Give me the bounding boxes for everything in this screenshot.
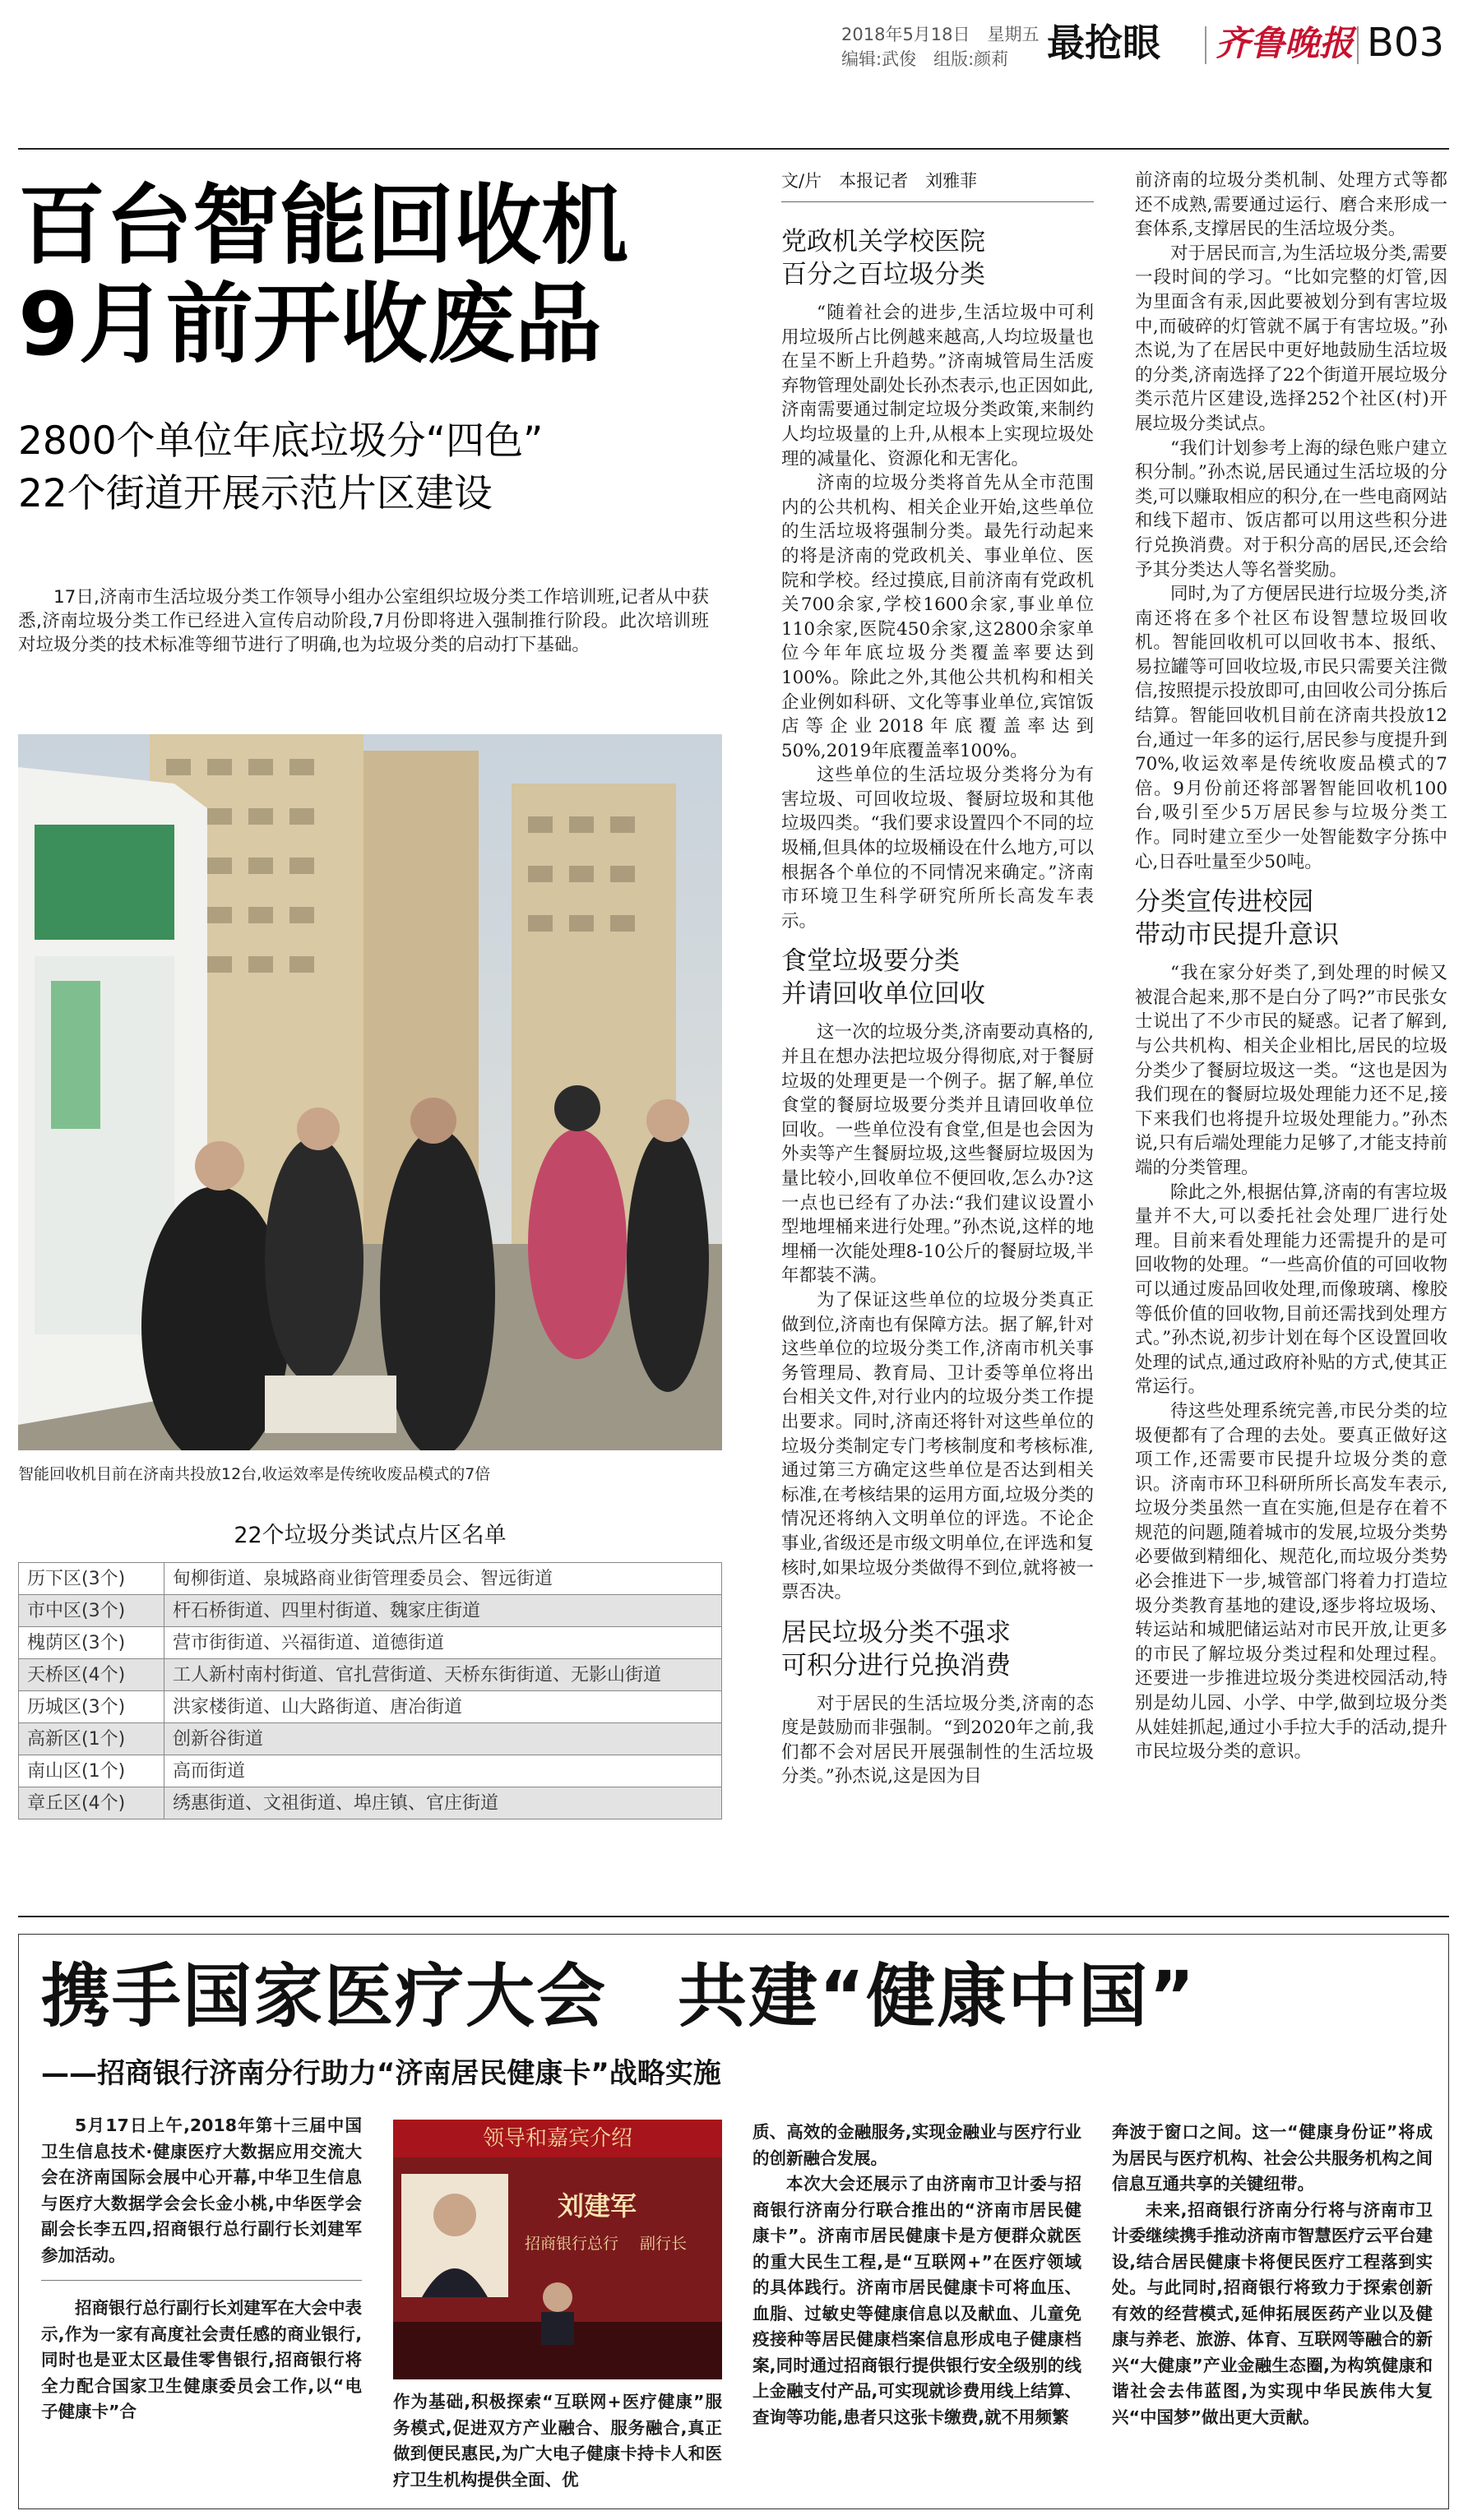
body-paragraph: 待这些处理系统完善,市民分类的垃圾便都有了合理的去处。要真正做好这项工作,还需要市民提升垃圾分类的意识。济南市环卫科研所所长高发车表示,垃圾分类虽然一直在实施,但是存在着不规范的问题,随着城市的发展,垃圾分类势必要做到精细化、规范化,而垃圾分类势必会推进下一步,城管部门将着力打造垃圾分类教育基地的建设,逐步将垃圾场、转运站和城肥储运站对市民开放,让更多的市民了解垃圾分类过程和处理过程。还要进一步推进垃圾分类进校园活动,特别是幼儿园、小学、中学,做到垃圾分类从娃娃抓起,通过小手拉大手的活动,提升市民垃圾分类的意识。 [1135,1400,1447,1763]
table-row [19,1627,722,1659]
body-paragraph: 对于居民的生活垃圾分类,济南的态度是鼓励而非强制。“到2020年之前,我们都不会对居民开展强制性的生活垃圾分类。”孙杰说,这是因为目 [781,1693,1094,1787]
article2-headline: 携手国家医疗大会 共建“健康中国” [41,1956,1197,2037]
body-paragraph: 对于居民而言,为生活垃圾分类,需要一段时间的学习。“比如完整的灯管,因为里面含有汞,因此要被划分到有害垃圾中,而破碎的灯管就不属于有害垃圾。”孙杰说,为了在居民中更好地鼓励生活垃圾的分类,济南选择了22个街道开展垃圾分类示范片区建设,选择252个社区(村)开展垃圾分类试点。 [1135,243,1447,434]
table-row [19,1787,722,1819]
body-paragraph: 为了保证这些单位的垃圾分类真正做到位,济南也有保障方法。据了解,针对这些单位的垃圾分类工作,济南市机关事务管理局、教育局、卫计委等单位将出台相关文件,对行业内的垃圾分类工作提出要求。同时,济南还将针对这些单位的垃圾分类制定专门考核制度和考核标准,通过第三方确定这些单位是否达到相关标准,在考核结果的运用方面,垃圾分类的情况还将纳入文明单位的评选。不论企事业,省级还是市级文明单位,在评选和复核时,如果垃圾分类做得不到位,就将被一票否决。 [781,1289,1094,1603]
district-streets: 绣惠街道、文祖街道、埠庄镇、官庄街道 [164,1787,722,1819]
district-name: 槐荫区(3个) [19,1627,164,1659]
subsection-heading [781,225,1094,291]
district-name: 历城区(3个) [19,1691,164,1723]
district-streets: 营市街街道、兴福街道、道德街道 [164,1627,722,1659]
heading-line: 并请回收单位回收 [781,979,985,1010]
sub-headline-line2: 22个街道开展示范片区建设 [18,471,493,516]
district-table-title: 22个垃圾分类试点片区名单 [234,1523,507,1548]
main-headline-line2: 9月前开收废品 [18,274,602,375]
photo-person-org: 招商银行总行 [525,2235,619,2253]
table-row [19,1723,722,1755]
executive-photo [393,2120,722,2379]
heading-line: 食堂垃圾要分类 [781,946,960,977]
body-paragraph: 作为基础,积极探索“互联网+医疗健康”服务模式,促进双方产业融合、服务融合,真正做到便民惠民,为广大电子健康卡持卡人和医疗卫生机构提供全面、优 [393,2392,722,2490]
recycling-machine-photo [18,734,722,1450]
body-paragraph: “我们计划参考上海的绿色账户建立积分制。”孙杰说,居民通过生活垃圾的分类,可以赚取相应的积分,在一些电商网站和线下超市、饭店都可以用这些积分进行兑换消费。对于积分高的居民,还会给予其分类达人等名誉奖励。 [1135,437,1447,580]
body-paragraph: 质、高效的金融服务,实现金融业与医疗行业的创新融合发展。 [753,2122,1081,2168]
district-streets: 高而街道 [164,1755,722,1787]
header-divider [1205,26,1206,64]
article-column-2 [781,169,1094,1870]
photo-illustration [18,734,722,1450]
photo-person-name: 刘建军 [558,2190,637,2222]
heading-line: 带动市民提升意识 [1135,920,1339,950]
newspaper-logo: 齐鲁晚报 [1216,23,1355,63]
sub-headline [18,415,742,520]
table-row [19,1563,722,1595]
heading-line: 分类宣传进校园 [1135,887,1313,918]
district-streets: 洪家楼街道、山大路街道、唐冶街道 [164,1691,722,1723]
photo-banner: 领导和嘉宾介绍 [393,2120,722,2157]
body-paragraph: 招商银行总行副行长刘建军在大会中表示,作为一家有高度社会责任感的商业银行,同时也是亚太区最佳零售银行,招商银行将全力配合国家卫生健康委员会工作,以“电子健康卡”合 [41,2298,362,2421]
body-paragraph: 济南的垃圾分类将首先从全市范围内的公共机构、相关企业开始,这些单位的生活垃圾将强制分类。最先行动起来的将是济南的党政机关、事业单位、医院和学校。经过摸底,目前济南有党政机关700余家,学校1600余家,事业单位110余家,医院450余家,这2800余家单位今年年底垃圾分类覆盖率要达到100%。除此之外,其他公共机构和相关企业例如科研、文化等事业单位,宾馆饭店等企业2018年底覆盖率达到50%,2019年底覆盖率100%。 [781,473,1094,761]
page-number: B03 [1367,20,1445,66]
photo-caption: 智能回收机目前在济南共投放12台,收运效率是传统收废品模式的7倍 [18,1465,491,1483]
issue-date: 2018年5月18日 星期五 [841,25,1040,44]
district-streets: 杆石桥街道、四里村街道、魏家庄街道 [164,1595,722,1627]
table-row [19,1755,722,1787]
section-name: 最抢眼 [1047,21,1160,65]
body-paragraph: 5月17日上午,2018年第十三届中国卫生信息技术·健康医疗大数据应用交流大会在济南国际会展中心开幕,中华卫生信息与医疗大数据学会会长金小桃,中华医学会副会长李五四,招商银行总行副行长刘建军参加活动。 [41,2115,362,2265]
body-paragraph: 前济南的垃圾分类机制、处理方式等都还不成熟,需要通过运行、磨合来形成一套体系,支撑居民的生活垃圾分类。 [1135,170,1447,240]
body-paragraph: “随着社会的进步,生活垃圾中可利用垃圾所占比例越来越高,人均垃圾量也在呈不断上升趋势。”济南城管局生活废弃物管理处副处长孙杰表示,也正因如此,济南需要通过制定垃圾分类政策,来制约人均垃圾量的上升,从根本上实现垃圾处理的减量化、资源化和无害化。 [781,303,1094,469]
subsection-heading [781,1616,1094,1682]
subsection-heading [781,945,1094,1010]
lead-paragraph: 17日,济南市生活垃圾分类工作领导小组办公室组织垃圾分类工作培训班,记者从中获悉,济南垃圾分类工作已经进入宣传启动阶段,7月份即将进入强制推行阶段。此次培训班对垃圾分类的技术标准等细节进行了明确,也为垃圾分类的启动打下基础。 [18,587,709,655]
district-streets: 工人新村南村街道、官扎营街道、天桥东街街道、无影山街道 [164,1659,722,1691]
article2-column-4 [1112,2120,1433,2502]
byline: 文/片 本报记者 刘雅菲 [781,171,978,191]
district-streets: 创新谷街道 [164,1723,722,1755]
district-name: 章丘区(4个) [19,1787,164,1819]
body-paragraph: 这一次的垃圾分类,济南要动真格的,并且在想办法把垃圾分得彻底,对于餐厨垃圾的处理更是一个例子。据了解,单位食堂的餐厨垃圾要分类并且请回收单位回收。一些单位没有食堂,但是也会因为外卖等产生餐厨垃圾,这些餐厨垃圾因为量比较小,回收单位不便回收,怎么办?这一点也已经有了办法:“我们建议设置小型地埋桶来进行处理。”孙杰说,这样的地埋桶一次能处理8-10公斤的餐厨垃圾,半年都装不满。 [781,1022,1094,1287]
heading-line: 百分之百垃圾分类 [781,260,985,289]
body-paragraph: 未来,招商银行济南分行将与济南市卫计委继续携手推动济南市智慧医疗云平台建设,结合居民健康卡将便民医疗工程落到实处。与此同时,招商银行将致力于探索创新有效的经营模式,延伸拓展医药产业以及健康与养老、旅游、体育、互联网等融合的新兴“大健康”产业金融生态圈,为构筑健康和谐社会去伟蓝图,为实现中华民族伟大复兴“中国梦”做出更大贡献。 [1112,2199,1433,2427]
table-row [19,1659,722,1691]
body-paragraph: 同时,为了方便居民进行垃圾分类,济南还将在多个社区布设智慧垃圾回收机。智能回收机可以回收书本、报纸、易拉罐等可回收垃圾,市民只需要关注微信,按照提示投放即可,由回收公司分拣后结算。智能回收机目前在济南共投放12台,通过一年多的运行,居民参与度提升到70%,收运效率是传统收废品模式的7倍。9月份前还将部署智能回收机100台,吸引至少5万居民参与垃圾分类工作。同时建立至少一处智能数字分拣中心,日吞吐量至少50吨。 [1135,584,1447,872]
body-paragraph: 本次大会还展示了由济南市卫计委与招商银行济南分行联合推出的“济南市居民健康卡”。济南市居民健康卡是方便群众就医的重大民生工程,是“互联网+”在医疗领域的具体践行。济南市居民健康卡可将血压、血脂、过敏史等健康信息以及献血、儿童免疫接种等居民健康档案信息形成电子健康档案,同时通过招商银行提供银行安全级别的线上金融支付产品,可实现就诊费用线上结算、查询等功能,患者只这张卡缴费,就不用频繁 [753,2174,1081,2427]
district-name: 市中区(3个) [19,1595,164,1627]
table-row [19,1691,722,1723]
heading-line: 居民垃圾分类不强求 [781,1617,1011,1648]
district-name: 高新区(1个) [19,1723,164,1755]
article-column-3 [1135,169,1447,1870]
heading-line: 党政机关学校医院 [781,227,985,257]
district-table [18,1562,722,1819]
body-paragraph: 除此之外,根据估算,济南的有害垃圾量并不大,可以委托社会处理厂进行处理。目前来看处理能力还需提升的是可回收物的处理。“一些高价值的可回收物可以通过废品回收处理,而像玻璃、橡胶等低价值的回收物,目前还需找到处理方式。”孙杰说,初步计划在每个区设置回收处理的试点,通过政府补贴的方式,使其正常运行。 [1135,1181,1447,1398]
district-name: 南山区(1个) [19,1755,164,1787]
heading-line: 可积分进行兑换消费 [781,1650,1011,1681]
main-headline-line1: 百台智能回收机 [18,175,628,276]
header-divider-2 [1357,26,1359,64]
editor-credits: 编辑:武俊 组版:颜莉 [841,49,1009,69]
sub-headline-line1: 2800个单位年底垃圾分“四色” [18,418,544,464]
article2-subheadline: ——招商银行济南分行助力“济南居民健康卡”战略实施 [41,2057,721,2090]
table-row [19,1595,722,1627]
subsection-heading [1135,885,1447,951]
body-paragraph: “我在家分好类了,到处理的时候又被混合起来,那不是白分了吗?”市民张女士说出了不少市民的疑惑。记者了解到,与公共机构、相关企业相比,居民的垃圾分类少了餐厨垃圾这一类。“这也是因为我们现在的餐厨垃圾处理能力还不足,接下来我们也将提升垃圾处理能力。”孙杰说,只有后端处理能力足够了,才能支持前端的分类管理。 [1135,963,1447,1178]
article2-top-rule [18,1916,1449,1917]
lead-rule [41,2280,362,2281]
article2-column-1 [41,2113,362,2499]
article2-column-2 [393,2389,722,2500]
main-headline [18,177,742,374]
article2-column-3 [753,2120,1081,2502]
byline-rule [781,201,1094,202]
body-paragraph: 这些单位的生活垃圾分类将分为有害垃圾、可回收垃圾、餐厨垃圾和其他垃圾四类。“我们要求设置四个不同的垃圾桶,但具体的垃圾桶设在什么地方,可以根据各个单位的不同情况来确定。”济南市环境卫生科学研究所所长高发车表示。 [781,765,1094,932]
header-rule [18,148,1449,150]
district-name: 天桥区(4个) [19,1659,164,1691]
photo-person-title: 副行长 [640,2235,688,2253]
district-name: 历下区(3个) [19,1563,164,1595]
body-paragraph: 奔波于窗口之间。这一“健康身份证”将成为居民与医疗机构、社会公共服务机构之间信息互通共享的关键纽带。 [1112,2122,1433,2194]
district-streets: 甸柳街道、泉城路商业街管理委员会、智远街道 [164,1563,722,1595]
